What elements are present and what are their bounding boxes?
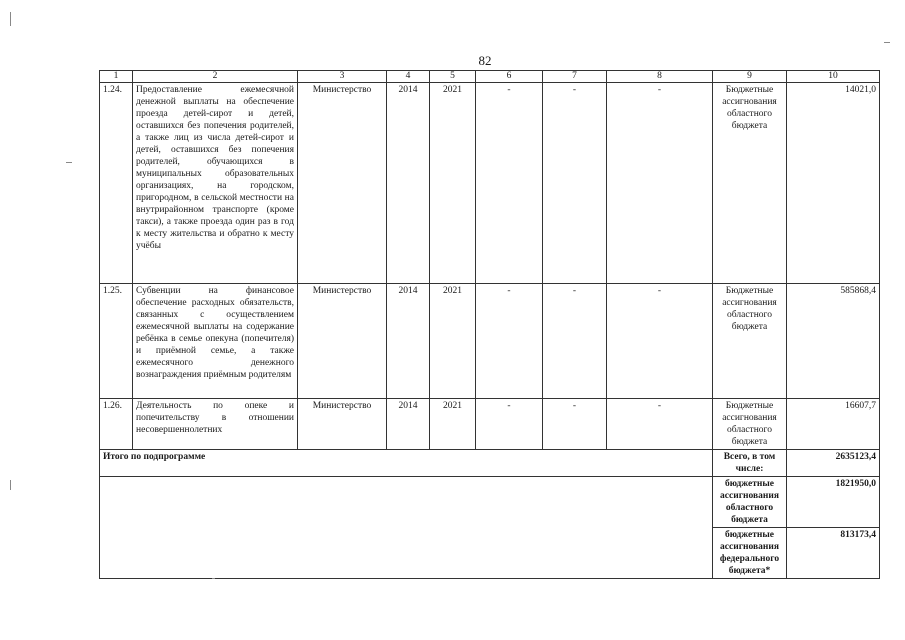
row-executor: Министерство bbox=[298, 83, 387, 284]
total-line-label: бюджетные ассигнования областного бюджета bbox=[713, 477, 787, 528]
row-funding-source: Бюджетные ассигнования областного бюджета bbox=[713, 83, 787, 284]
total-row bbox=[100, 477, 880, 528]
row-amount: 16607,7 bbox=[787, 399, 880, 450]
row-col6: - bbox=[476, 83, 543, 284]
row-col7: - bbox=[543, 284, 607, 399]
row-number: 1.26. bbox=[100, 399, 133, 450]
total-line-value: 2635123,4 bbox=[787, 450, 880, 477]
column-header: 2 bbox=[133, 71, 298, 83]
page-number: 82 bbox=[478, 53, 492, 68]
column-header-row bbox=[100, 71, 880, 83]
total-row bbox=[100, 450, 880, 477]
row-col8: - bbox=[607, 399, 713, 450]
table-row bbox=[100, 399, 880, 450]
row-col8: - bbox=[607, 284, 713, 399]
column-header: 4 bbox=[387, 71, 430, 83]
row-amount: 585868,4 bbox=[787, 284, 880, 399]
column-header: 1 bbox=[100, 71, 133, 83]
row-amount: 14021,0 bbox=[787, 83, 880, 284]
row-end-year: 2021 bbox=[430, 399, 476, 450]
row-col6: - bbox=[476, 284, 543, 399]
row-number: 1.24. bbox=[100, 83, 133, 284]
row-number: 1.25. bbox=[100, 284, 133, 399]
total-spacer bbox=[100, 477, 713, 528]
total-spacer bbox=[100, 528, 713, 579]
row-description: Деятельность по опеке и попечительству в отношении несовершеннолетних bbox=[133, 399, 298, 450]
scan-mark bbox=[884, 42, 890, 43]
row-start-year: 2014 bbox=[387, 399, 430, 450]
column-header: 8 bbox=[607, 71, 713, 83]
total-line-label: Всего, в том числе: bbox=[713, 450, 787, 477]
scan-mark bbox=[66, 162, 72, 163]
row-end-year: 2021 bbox=[430, 284, 476, 399]
total-label: Итого по подпрограмме bbox=[100, 450, 713, 477]
column-header: 3 bbox=[298, 71, 387, 83]
total-line-value: 1821950,0 bbox=[787, 477, 880, 528]
row-start-year: 2014 bbox=[387, 83, 430, 284]
column-header: 10 bbox=[787, 71, 880, 83]
table-row bbox=[100, 83, 880, 284]
scan-mark bbox=[10, 480, 11, 490]
column-header: 9 bbox=[713, 71, 787, 83]
column-header: 7 bbox=[543, 71, 607, 83]
column-header: 5 bbox=[430, 71, 476, 83]
row-description: Субвенции на финансовое обеспечение расходных обязательств, связанных с осуществлением ежемесячной выплаты на содержание ребёнка в семье опекуна (попечителя) и приёмной семье, а также ежемесячного денежного вознаграждения приёмным родителям bbox=[133, 284, 298, 399]
row-end-year: 2021 bbox=[430, 83, 476, 284]
row-description: Предоставление ежемесячной денежной выплаты на обеспечение проезда детей-сирот и детей, оставшихся без попечения родителей, а также лиц из числа детей-сирот и детей, оставшихся без попечения родителей, обучающихся в муниципальных образовательных организациях, на городском, пригородном, в сельской местности на внутрирайонном транспорте (кроме такси), а также проезда один раз в год к месту жительства и обратно к месту учёбы bbox=[133, 83, 298, 284]
subprogram-table bbox=[99, 70, 880, 579]
table-row bbox=[100, 284, 880, 399]
row-executor: Министерство bbox=[298, 399, 387, 450]
scan-mark bbox=[10, 12, 11, 26]
total-line-value: 813173,4 bbox=[787, 528, 880, 579]
column-header: 6 bbox=[476, 71, 543, 83]
row-funding-source: Бюджетные ассигнования областного бюджета bbox=[713, 284, 787, 399]
row-funding-source: Бюджетные ассигнования областного бюджета bbox=[713, 399, 787, 450]
row-col7: - bbox=[543, 83, 607, 284]
row-col7: - bbox=[543, 399, 607, 450]
row-col6: - bbox=[476, 399, 543, 450]
total-line-label: бюджетные ассигнования федерального бюджета* bbox=[713, 528, 787, 579]
row-start-year: 2014 bbox=[387, 284, 430, 399]
row-col8: - bbox=[607, 83, 713, 284]
total-row bbox=[100, 528, 880, 579]
scan-mark bbox=[212, 578, 215, 579]
row-executor: Министерство bbox=[298, 284, 387, 399]
